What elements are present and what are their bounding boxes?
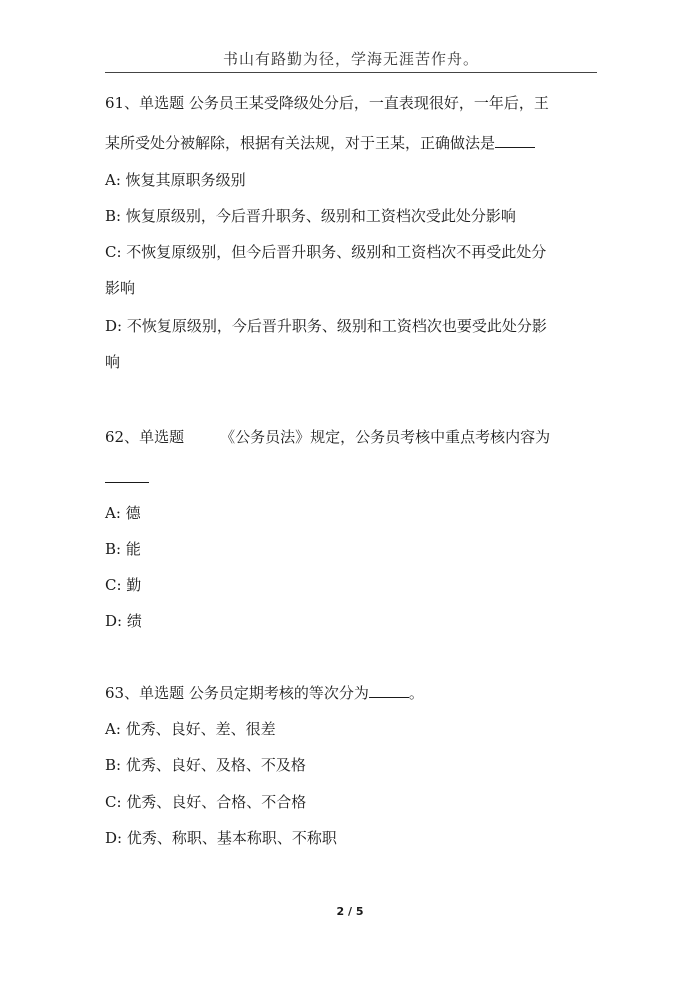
q61-stem-line2 (105, 133, 535, 153)
q61-option-b: B: 恢复原级别，今后晋升职务、级别和工资档次受此处分影响 (105, 207, 516, 225)
q62-option-d: D: 绩 (105, 612, 142, 630)
q62-answer-line (105, 468, 149, 488)
q63-stem-text: 63、单选题 公务员定期考核的等次分为 (105, 684, 369, 702)
q63-option-c: C: 优秀、良好、合格、不合格 (105, 793, 307, 811)
q61-option-c-cont: 影响 (105, 279, 136, 297)
q63-answer-blank (369, 683, 409, 698)
q62-answer-blank (105, 468, 149, 483)
q63-option-b: B: 优秀、良好、及格、不及格 (105, 756, 306, 774)
q62-stem-text: 《公务员法》规定，公务员考核中重点考核内容为 (220, 428, 551, 446)
q62-option-c: C: 勤 (105, 576, 142, 594)
header-divider (105, 72, 597, 73)
q62-option-b: B: 能 (105, 540, 141, 558)
q62-stem-prefix: 62、单选题 (105, 428, 185, 446)
q62-stem-line1 (105, 427, 550, 447)
q61-option-a: A: 恢复其原职务级别 (105, 171, 246, 189)
q63-option-d: D: 优秀、称职、基本称职、不称职 (105, 829, 337, 847)
q63-stem-line1 (105, 683, 424, 703)
q63-option-a: A: 优秀、良好、差、很差 (105, 720, 276, 738)
q61-answer-blank (495, 133, 535, 148)
page-number: 2 / 5 (336, 905, 364, 918)
q61-stem-line1: 61、单选题 公务员王某受降级处分后，一直表现很好，一年后，王 (105, 94, 549, 112)
q61-stem-text: 某所受处分被解除，根据有关法规，对于王某，正确做法是 (105, 134, 496, 152)
q61-option-c: C: 不恢复原级别，但今后晋升职务、级别和工资档次不再受此处分 (105, 243, 547, 261)
header-motto: 书山有路勤为径，学海无涯苦作舟。 (222, 50, 479, 68)
q62-option-a: A: 德 (105, 504, 141, 522)
q63-stem-end: 。 (408, 684, 424, 702)
q61-option-d: D: 不恢复原级别，今后晋升职务、级别和工资档次也要受此处分影 (105, 317, 547, 335)
q61-option-d-cont: 响 (105, 353, 121, 371)
